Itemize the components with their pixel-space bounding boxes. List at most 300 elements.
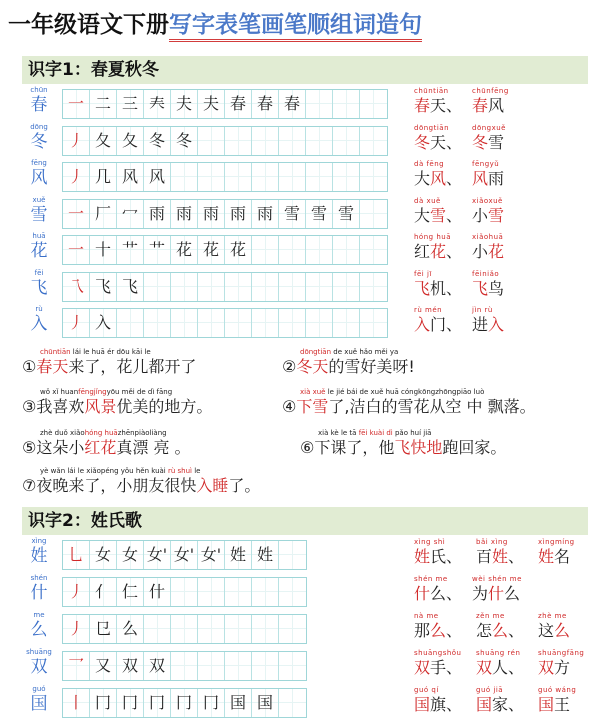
- sentence-item: [22, 387, 212, 417]
- sentence-pinyin: [22, 428, 191, 438]
- character-glyph: 么: [30, 620, 48, 640]
- stroke-cell: 花: [171, 236, 198, 264]
- sentence-pinyin-prefix: yè wǎn lái le xiǎopéng yǒu hěn kuài: [40, 467, 168, 475]
- character-label: [22, 685, 56, 714]
- character-glyph: 花: [30, 241, 48, 261]
- character-label: [22, 86, 56, 115]
- word-pinyin: zhè me: [538, 612, 567, 620]
- stroke-cell: 几: [90, 163, 117, 191]
- word-suffix: 么、: [430, 584, 463, 603]
- word-text: [414, 547, 462, 567]
- word-pinyin: xìngmíng: [538, 538, 575, 546]
- word-highlight: 什: [488, 584, 505, 603]
- stroke-cell: 冂: [90, 689, 117, 717]
- word-list: [414, 611, 599, 647]
- stroke-cell: 女: [117, 541, 144, 569]
- word-text: [472, 584, 522, 604]
- word-pinyin: xìng shì: [414, 538, 446, 546]
- stroke-cell: [279, 127, 306, 155]
- stroke-cell: 丨: [63, 689, 90, 717]
- word-highlight: 么: [554, 621, 571, 640]
- sentence-text: [282, 397, 536, 417]
- character-label: [22, 232, 56, 261]
- stroke-cell: 仁: [117, 578, 144, 606]
- word-suffix: 天、: [430, 96, 463, 115]
- stroke-cell: 一: [63, 90, 90, 118]
- sentence-highlight: 飞快地: [394, 438, 443, 457]
- stroke-cell: [360, 273, 387, 301]
- sentence-pinyin: [300, 428, 506, 438]
- word-highlight: 春: [472, 96, 489, 115]
- stroke-cell: [279, 689, 306, 717]
- sentence-item: [300, 428, 506, 458]
- word-text: [472, 315, 504, 335]
- character-glyph: 国: [30, 694, 48, 714]
- stroke-cell: [198, 615, 225, 643]
- word-suffix: 、: [508, 547, 525, 566]
- stroke-cell: 冂: [117, 689, 144, 717]
- word-highlight: 国: [414, 695, 431, 714]
- char-row: [22, 648, 592, 684]
- sentence-suffix: 真漂 亮 。: [116, 438, 191, 457]
- word-pinyin: rù mén: [414, 306, 443, 314]
- stroke-cell: 冂: [198, 689, 225, 717]
- word-pinyin: dà xuě: [414, 196, 441, 205]
- stroke-cell: [333, 90, 360, 118]
- word-list: [414, 232, 599, 268]
- sentence-pinyin: [22, 466, 260, 476]
- word-highlight: 国: [538, 695, 555, 714]
- word-item: [476, 685, 524, 715]
- word-list: [414, 685, 599, 721]
- stroke-cell: 女: [90, 541, 117, 569]
- stroke-cell: [225, 578, 252, 606]
- word-text: [414, 206, 462, 226]
- sentence-item: [22, 466, 260, 496]
- word-pinyin: nà me: [414, 612, 439, 620]
- stroke-cell: 姓: [225, 541, 252, 569]
- word-suffix: 方: [554, 658, 571, 677]
- word-text: [472, 242, 504, 262]
- word-suffix: 氏、: [430, 547, 463, 566]
- word-highlight: 花: [488, 242, 505, 261]
- word-text: [414, 621, 462, 641]
- word-item: [538, 685, 576, 715]
- word-item: [472, 305, 504, 335]
- stroke-order-grid: [62, 308, 388, 338]
- stroke-order-grid: [62, 577, 307, 607]
- word-pinyin: shén me: [414, 575, 448, 583]
- char-row: [22, 159, 592, 195]
- word-prefix: 这: [538, 621, 555, 640]
- word-prefix: 怎: [476, 621, 493, 640]
- word-pinyin: shuāng rén: [476, 649, 521, 657]
- stroke-cell: 么: [117, 615, 144, 643]
- stroke-cell: 春: [252, 90, 279, 118]
- word-prefix: 红: [414, 242, 431, 261]
- word-pinyin: fēiniǎo: [472, 269, 500, 278]
- sentence-item: [282, 347, 415, 377]
- word-suffix: 雪: [488, 132, 505, 152]
- stroke-cell: 飞: [117, 273, 144, 301]
- word-suffix: 风: [488, 96, 505, 115]
- sentence-text: [22, 476, 260, 496]
- sentence-pinyin-highlight: dōngtiān: [300, 348, 332, 356]
- stroke-cell: 冂: [144, 689, 171, 717]
- word-item: [476, 611, 524, 641]
- sentence-pinyin-suffix: le jié bái de xuě huā cóngkōngzhōngpiāo luò: [325, 388, 485, 396]
- stroke-cell: 什: [144, 578, 171, 606]
- character-label: [22, 196, 56, 225]
- word-text: [476, 621, 524, 641]
- word-suffix: 家、: [492, 695, 525, 714]
- stroke-cell: [360, 90, 387, 118]
- stroke-cell: [198, 163, 225, 191]
- stroke-order-grid: [62, 614, 307, 644]
- word-text: [476, 547, 524, 567]
- sentence-highlight: 风景: [84, 397, 117, 416]
- stroke-cell: 夂: [117, 127, 144, 155]
- word-list: [414, 123, 599, 159]
- character-label: [22, 123, 56, 152]
- sentence-text: [300, 438, 506, 458]
- word-item: [414, 269, 462, 299]
- word-text: [472, 206, 504, 226]
- word-highlight: 雪: [488, 205, 505, 225]
- word-item: [472, 232, 504, 262]
- character-label: [22, 305, 56, 334]
- stroke-cell: [252, 273, 279, 301]
- word-prefix: 小: [472, 205, 489, 225]
- char-row: [22, 269, 592, 305]
- word-text: [414, 658, 462, 678]
- word-pinyin: chūnfēng: [472, 87, 509, 95]
- stroke-cell: [306, 309, 333, 337]
- character-label: [22, 648, 56, 677]
- word-item: [414, 537, 462, 567]
- stroke-cell: [144, 309, 171, 337]
- sentence-pinyin: [282, 387, 536, 397]
- character-pinyin: huā: [32, 232, 46, 240]
- stroke-cell: [360, 163, 387, 191]
- stroke-cell: 花: [198, 236, 225, 264]
- sentence-pinyin-suffix: de xuě hǎo měi ya: [331, 348, 399, 356]
- sentence-prefix: 我喜欢: [36, 397, 85, 416]
- sentence-highlight: 冬天: [296, 357, 329, 376]
- stroke-cell: [279, 615, 306, 643]
- word-list: [414, 269, 599, 305]
- stroke-cell: [360, 200, 387, 228]
- character-glyph: 姓: [30, 546, 48, 566]
- stroke-cell: 𡗗: [144, 90, 171, 118]
- stroke-cell: [333, 273, 360, 301]
- stroke-cell: 丿: [63, 578, 90, 606]
- stroke-cell: 艹: [117, 236, 144, 264]
- stroke-cell: 雨: [225, 200, 252, 228]
- word-item: [472, 123, 506, 153]
- word-highlight: 姓: [414, 547, 431, 566]
- word-highlight: 飞: [472, 278, 489, 298]
- word-text: [414, 96, 462, 116]
- stroke-cell: 艹: [144, 236, 171, 264]
- char-row: [22, 611, 592, 647]
- sentence-pinyin: [22, 387, 212, 397]
- stroke-cell: 夫: [198, 90, 225, 118]
- stroke-cell: [279, 163, 306, 191]
- stroke-cell: 冂: [171, 689, 198, 717]
- word-item: [414, 611, 462, 641]
- stroke-cell: 雨: [252, 200, 279, 228]
- stroke-cell: 雪: [279, 200, 306, 228]
- word-item: [414, 685, 462, 715]
- word-highlight: 花: [430, 242, 447, 261]
- word-item: [476, 537, 524, 567]
- character-pinyin: fēng: [31, 159, 47, 167]
- character-pinyin: me: [33, 611, 45, 619]
- character-label: [22, 537, 56, 566]
- word-text: [472, 133, 506, 153]
- stroke-cell: [225, 273, 252, 301]
- stroke-cell: 又: [90, 652, 117, 680]
- word-text: [414, 584, 462, 604]
- sentence-number: ⑦: [22, 476, 37, 495]
- stroke-order-grid: [62, 235, 388, 265]
- sentence-number: ④: [282, 397, 297, 416]
- stroke-cell: 冖: [117, 200, 144, 228]
- stroke-cell: [279, 541, 306, 569]
- stroke-cell: [279, 236, 306, 264]
- word-pinyin: dōngxuě: [472, 123, 506, 132]
- word-item: [476, 648, 524, 678]
- sentence-suffix: 了。: [228, 476, 261, 495]
- stroke-cell: 三: [117, 90, 144, 118]
- word-item: [414, 86, 462, 116]
- sentence-suffix: 跑回家。: [442, 438, 507, 457]
- word-highlight: 飞: [414, 278, 431, 298]
- stroke-cell: 乛: [63, 652, 90, 680]
- word-suffix: 鸟: [488, 278, 505, 298]
- stroke-cell: [306, 90, 333, 118]
- sentence-suffix: 的雪好美呀!: [328, 357, 415, 376]
- stroke-cell: [171, 578, 198, 606]
- word-highlight: 么: [430, 621, 447, 640]
- sentence-pinyin-highlight: hóng huā: [84, 429, 118, 437]
- stroke-cell: [306, 163, 333, 191]
- stroke-cell: [252, 236, 279, 264]
- stroke-cell: 一: [63, 200, 90, 228]
- stroke-cell: [279, 578, 306, 606]
- stroke-cell: 国: [225, 689, 252, 717]
- stroke-cell: 丿: [63, 127, 90, 155]
- word-pinyin: fēi jī: [414, 269, 432, 278]
- stroke-cell: 国: [252, 689, 279, 717]
- word-pinyin: hóng huā: [414, 233, 451, 241]
- word-item: [472, 159, 504, 189]
- sentence-item: [282, 387, 536, 417]
- word-list: [414, 159, 599, 195]
- stroke-cell: [360, 309, 387, 337]
- stroke-cell: 雨: [144, 200, 171, 228]
- sentence-pinyin-highlight: fēi kuài dì: [358, 429, 393, 437]
- stroke-cell: [360, 127, 387, 155]
- word-suffix: 天、: [430, 132, 463, 152]
- stroke-cell: 乚: [63, 541, 90, 569]
- character-label: [22, 159, 56, 188]
- char-row: [22, 86, 592, 122]
- sentence-text: [22, 397, 212, 417]
- word-suffix: 雨: [488, 169, 505, 188]
- word-suffix: 、: [446, 242, 463, 261]
- stroke-cell: [252, 652, 279, 680]
- word-prefix: 为: [472, 584, 489, 603]
- stroke-cell: 丿: [63, 163, 90, 191]
- stroke-cell: 㔾: [90, 615, 117, 643]
- character-glyph: 冬: [30, 131, 48, 152]
- word-pinyin: xiǎoxuě: [472, 196, 503, 205]
- word-text: [414, 315, 462, 335]
- word-item: [538, 537, 575, 567]
- word-prefix: 那: [414, 621, 431, 640]
- sentence-prefix: 这朵小: [36, 438, 85, 457]
- title-main: 一年级语文下册: [8, 12, 169, 38]
- word-suffix: 机、: [430, 278, 463, 298]
- word-prefix: 大: [414, 169, 431, 188]
- stroke-cell: 夫: [171, 90, 198, 118]
- stroke-cell: 十: [90, 236, 117, 264]
- word-text: [538, 621, 570, 641]
- word-suffix: 、: [446, 621, 463, 640]
- word-pinyin: dōngtiān: [414, 123, 450, 132]
- word-highlight: 春: [414, 96, 431, 115]
- word-item: [414, 123, 462, 153]
- sentence-pinyin: [282, 347, 415, 357]
- word-list: [414, 537, 599, 573]
- stroke-order-grid: [62, 162, 388, 192]
- stroke-cell: [252, 578, 279, 606]
- word-highlight: 风: [472, 169, 489, 188]
- stroke-cell: 二: [90, 90, 117, 118]
- section-heading-2: 识字2：姓氏歌: [22, 507, 588, 535]
- word-prefix: 百: [476, 547, 493, 566]
- word-prefix: 进: [472, 315, 489, 334]
- stroke-cell: [171, 309, 198, 337]
- word-list: [414, 305, 599, 341]
- stroke-cell: [225, 163, 252, 191]
- char-row: [22, 574, 592, 610]
- stroke-cell: 春: [225, 90, 252, 118]
- stroke-cell: [198, 273, 225, 301]
- character-pinyin: chūn: [30, 86, 48, 94]
- word-prefix: 小: [472, 242, 489, 261]
- stroke-cell: [333, 163, 360, 191]
- stroke-cell: [306, 273, 333, 301]
- stroke-cell: 亻: [90, 578, 117, 606]
- stroke-cell: [144, 273, 171, 301]
- word-highlight: 姓: [492, 547, 509, 566]
- stroke-cell: [117, 309, 144, 337]
- character-glyph: 飞: [30, 277, 48, 298]
- sentence-number: ①: [22, 357, 37, 376]
- sentence-text: [22, 357, 196, 377]
- word-highlight: 国: [476, 695, 493, 714]
- stroke-cell: [306, 127, 333, 155]
- stroke-cell: [198, 578, 225, 606]
- word-highlight: 冬: [472, 132, 489, 152]
- character-pinyin: xuě: [32, 195, 46, 204]
- stroke-cell: 姓: [252, 541, 279, 569]
- stroke-cell: 双: [144, 652, 171, 680]
- sentence-number: ②: [282, 357, 297, 376]
- page-title: [8, 6, 422, 46]
- word-item: [472, 196, 504, 226]
- sentence-text: [282, 357, 415, 377]
- word-highlight: 冬: [414, 132, 431, 152]
- char-row: [22, 196, 592, 232]
- word-list: [414, 86, 599, 122]
- word-pinyin: guó jiā: [476, 686, 504, 694]
- stroke-order-grid: [62, 272, 388, 302]
- word-item: [472, 574, 522, 604]
- word-highlight: 入: [488, 315, 505, 334]
- character-glyph: 什: [30, 583, 48, 603]
- character-glyph: 风: [30, 168, 48, 188]
- character-pinyin: fēi: [34, 268, 44, 277]
- character-glyph: 入: [30, 314, 48, 334]
- word-text: [472, 279, 504, 299]
- sentence-highlight: 春天: [36, 357, 69, 376]
- sentence-prefix: 下课了，他: [314, 438, 395, 457]
- character-pinyin: dōng: [30, 122, 48, 131]
- stroke-cell: [225, 615, 252, 643]
- stroke-cell: [279, 309, 306, 337]
- word-pinyin: shuāngshǒu: [414, 649, 462, 657]
- word-pinyin: guó qí: [414, 686, 439, 694]
- stroke-cell: [225, 652, 252, 680]
- word-highlight: 什: [414, 584, 431, 603]
- word-text: [472, 169, 504, 189]
- sentence-pinyin-highlight: fēngjǐng: [78, 388, 107, 396]
- word-list: [414, 574, 599, 610]
- word-suffix: 门、: [430, 315, 463, 334]
- stroke-order-grid: [62, 651, 307, 681]
- word-item: [414, 305, 462, 335]
- word-text: [472, 96, 509, 116]
- stroke-cell: [279, 652, 306, 680]
- sentence-pinyin-suffix: yōu měi de dì fāng: [106, 388, 173, 396]
- stroke-cell: 丿: [63, 309, 90, 337]
- character-pinyin: shuāng: [26, 648, 52, 656]
- word-pinyin: chūntiān: [414, 87, 449, 95]
- stroke-cell: 风: [144, 163, 171, 191]
- word-text: [476, 695, 524, 715]
- sentence-suffix: 优美的地方。: [116, 397, 213, 416]
- stroke-cell: [171, 273, 198, 301]
- word-highlight: 双: [538, 658, 555, 677]
- section-heading-1: 识字1：春夏秋冬: [22, 56, 588, 84]
- word-pinyin: dà fēng: [414, 160, 445, 168]
- character-glyph: 春: [30, 95, 48, 115]
- word-text: [414, 133, 462, 153]
- stroke-cell: [252, 309, 279, 337]
- stroke-cell: [144, 615, 171, 643]
- stroke-order-grid: [62, 199, 388, 229]
- word-suffix: 、: [446, 205, 463, 225]
- sentence-highlight: 入睡: [196, 476, 229, 495]
- sentence-highlight: 下雪: [296, 397, 329, 416]
- word-pinyin: zěn me: [476, 612, 505, 620]
- stroke-cell: 花: [225, 236, 252, 264]
- sentence-highlight: 红花: [84, 438, 117, 457]
